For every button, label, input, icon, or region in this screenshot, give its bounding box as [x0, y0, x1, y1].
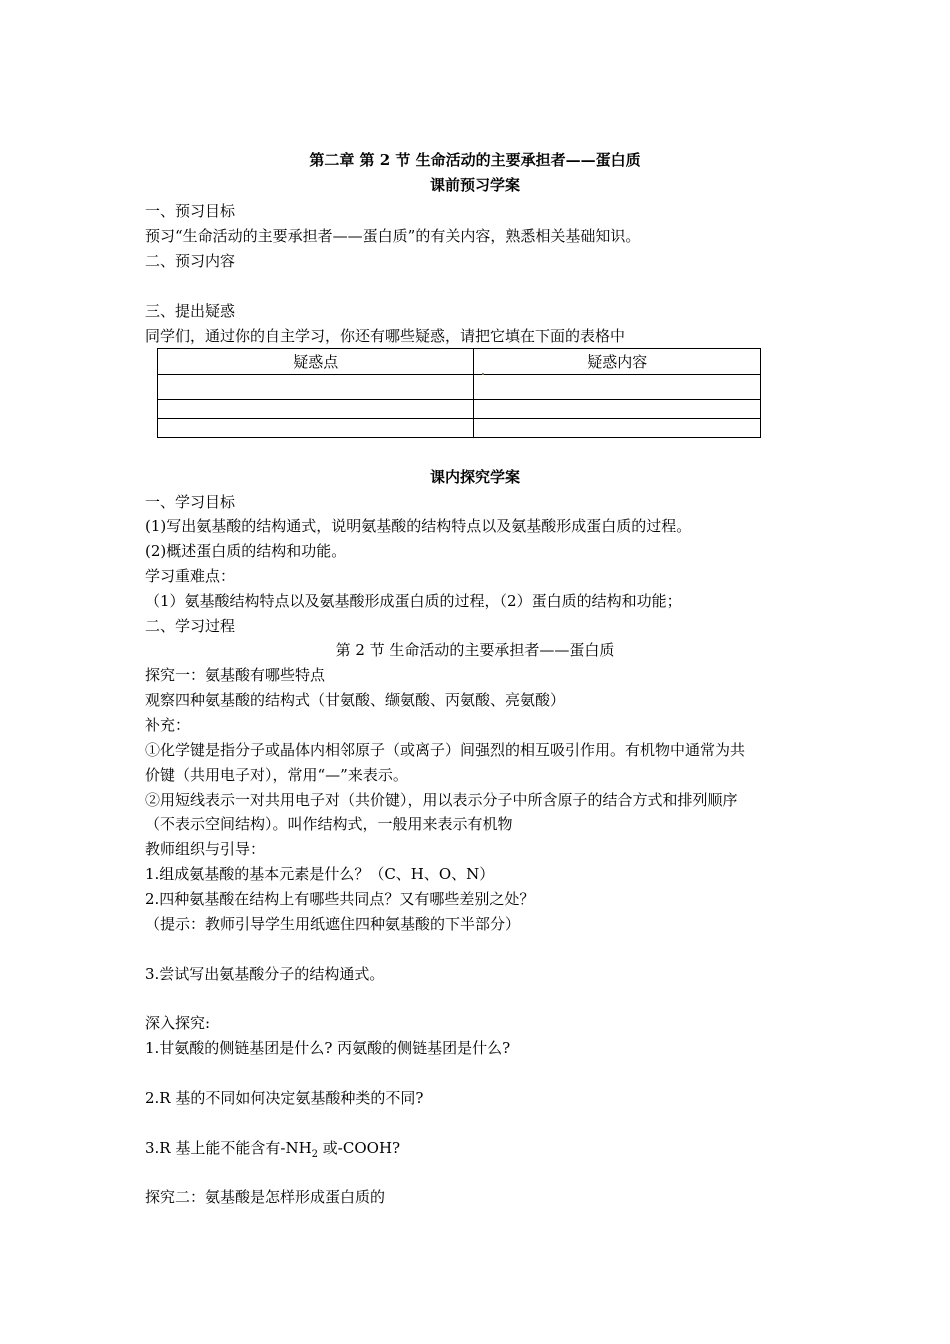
deep-question-3 — [145, 1138, 400, 1158]
subscript-2: 2 — [311, 1149, 319, 1160]
table-header-row — [158, 349, 761, 375]
doubt-heading: 三、提出疑惑 — [145, 302, 236, 320]
learning-goal-1: (1)写出氨基酸的结构通式，说明氨基酸的结构特点以及氨基酸形成蛋白质的过程。 — [145, 517, 692, 535]
learning-goal-2: (2)概述蛋白质的结构和功能。 — [145, 542, 347, 560]
supplement-heading: 补充： — [145, 716, 191, 734]
supplement-2a: ②用短线表示一对共用电子对（共价键），用以表示分子中所含原子的结合方式和排列顺序 — [145, 791, 738, 809]
table-cell[interactable] — [158, 375, 474, 400]
table-row — [158, 419, 761, 438]
table-cell[interactable] — [474, 419, 761, 438]
question-3: 3.尝试写出氨基酸分子的结构通式。 — [145, 965, 385, 983]
key-points-heading: 学习重难点： — [145, 567, 236, 585]
explore-two: 探究二：氨基酸是怎样形成蛋白质的 — [145, 1188, 386, 1206]
table-cell[interactable] — [474, 400, 761, 419]
deep-question-3-suffix: 或-COOH? — [318, 1139, 401, 1157]
teacher-guide-heading: 教师组织与引导： — [145, 840, 266, 858]
document-title: 第二章 第 2 节 生命活动的主要承担者——蛋白质 — [309, 151, 641, 169]
supplement-2b: （不表示空间结构）。叫作结构式，一般用来表示有机物 — [145, 815, 513, 833]
table-header-point: 疑惑点 — [158, 349, 474, 375]
observe-text: 观察四种氨基酸的结构式（甘氨酸、缬氨酸、丙氨酸、亮氨酸） — [145, 691, 566, 709]
speck-mark — [482, 373, 484, 375]
preview-goal-text: 预习“生命活动的主要承担者——蛋白质”的有关内容，熟悉相关基础知识。 — [145, 227, 641, 245]
table-row — [158, 375, 761, 400]
preview-content-heading: 二、预习内容 — [145, 252, 236, 270]
table-cell[interactable] — [158, 419, 474, 438]
deep-question-1: 1.甘氨酸的侧链基团是什么? 丙氨酸的侧链基团是什么? — [145, 1039, 511, 1057]
learning-goal-heading: 一、学习目标 — [145, 493, 236, 511]
question-2: 2.四种氨基酸在结构上有哪些共同点？又有哪些差别之处？ — [145, 890, 535, 908]
inclass-subtitle: 课内探究学案 — [429, 468, 520, 486]
table-cell[interactable] — [474, 375, 761, 400]
deep-question-3-prefix: 3.R 基上能不能含有-NH — [145, 1139, 312, 1157]
process-heading: 二、学习过程 — [145, 617, 236, 635]
question-1: 1.组成氨基酸的基本元素是什么？（C、H、O、N） — [145, 865, 495, 883]
doubt-table — [157, 348, 761, 438]
explore-one: 探究一：氨基酸有哪些特点 — [145, 666, 326, 684]
preview-subtitle: 课前预习学案 — [429, 176, 520, 194]
table-header-content: 疑惑内容 — [474, 349, 761, 375]
table-row — [158, 400, 761, 419]
supplement-1a: ①化学键是指分子或晶体内相邻原子（或离子）间强烈的相互吸引作用。有机物中通常为共 — [145, 741, 746, 759]
preview-goal-heading: 一、预习目标 — [145, 202, 236, 220]
hint-text: （提示：教师引导学生用纸遮住四种氨基酸的下半部分） — [145, 915, 521, 933]
key-points-text: （1）氨基酸结构特点以及氨基酸形成蛋白质的过程，（2）蛋白质的结构和功能； — [145, 592, 682, 610]
supplement-1b: 价键（共用电子对），常用“—”来表示。 — [145, 766, 408, 784]
deep-question-2: 2.R 基的不同如何决定氨基酸种类的不同? — [145, 1089, 424, 1107]
doubt-text: 同学们，通过你的自主学习，你还有哪些疑惑，请把它填在下面的表格中 — [145, 327, 626, 345]
table-cell[interactable] — [158, 400, 474, 419]
section-title: 第 2 节 生命活动的主要承担者——蛋白质 — [335, 641, 615, 659]
deep-explore-heading: 深入探究: — [145, 1014, 211, 1032]
